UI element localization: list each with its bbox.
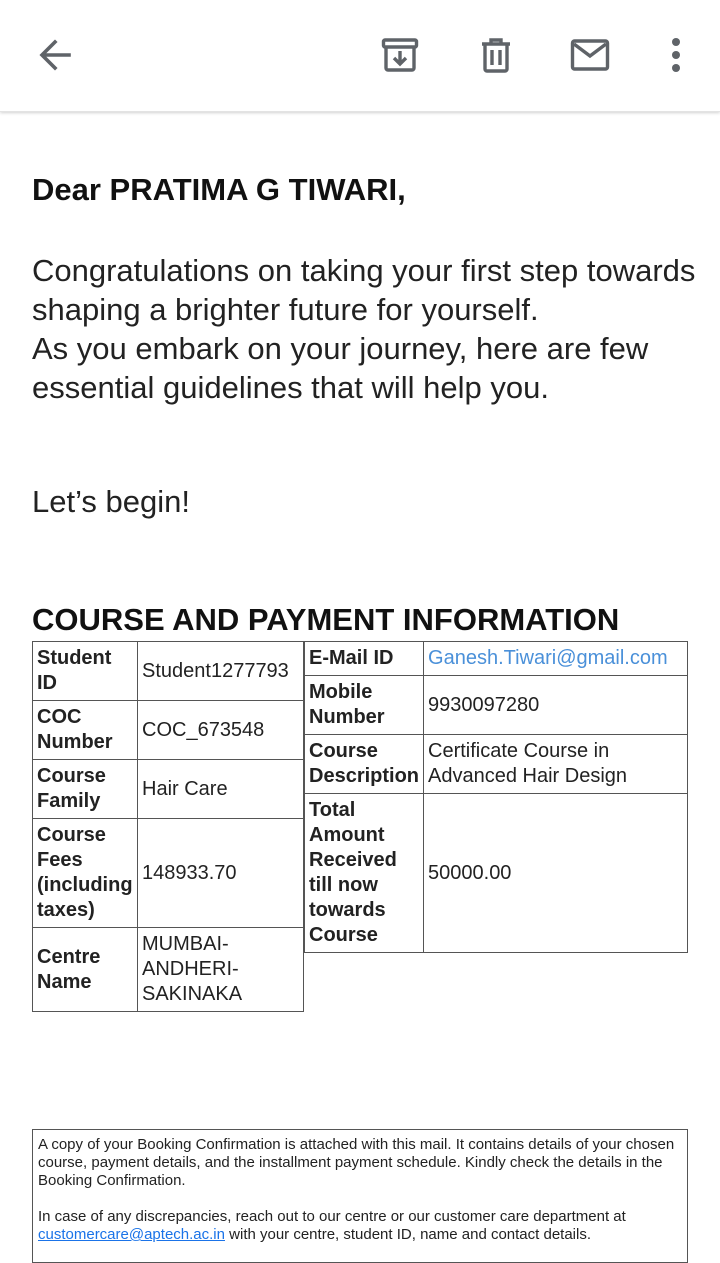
mobile-number-label: Mobile Number: [305, 676, 424, 735]
course-description-value: Certificate Course in Advanced Hair Design: [424, 735, 688, 794]
table-row: [33, 701, 304, 760]
course-description-label: Course Description: [305, 735, 424, 794]
notice-discrepancy-text: [38, 1208, 682, 1244]
envelope-icon[interactable]: [570, 35, 610, 75]
course-info-table-left: [32, 641, 304, 1012]
lets-begin-text: Let’s begin!: [32, 484, 190, 519]
arrow-left-icon[interactable]: [35, 35, 75, 75]
table-row: [305, 642, 688, 676]
total-amount-label: Total Amount Received till now towards Course: [305, 794, 424, 953]
greeting: Dear PRATIMA G TIWARI,: [32, 172, 406, 207]
course-family-label: Course Family: [33, 760, 138, 819]
trash-icon[interactable]: [476, 35, 516, 75]
top-app-bar: [0, 0, 720, 112]
intro-congratulations: Congratulations on taking your first step towards shaping a brighter future for yourself.: [32, 253, 696, 327]
student-id-label: Student ID: [33, 642, 138, 701]
email-id-link[interactable]: Ganesh.Tiwari@gmail.com: [424, 642, 688, 676]
coc-number-value: COC_673548: [138, 701, 304, 760]
intro-guidelines: As you embark on your journey, here are few essential guidelines that will help you.: [32, 331, 649, 405]
table-row: [305, 794, 688, 953]
table-row: [33, 642, 304, 701]
course-fees-value: 148933.70: [138, 819, 304, 928]
notice-discrepancy-pre: In case of any discrepancies, reach out to our centre or our customer care department at: [38, 1208, 626, 1225]
notice-attachment-text: A copy of your Booking Confirmation is attached with this mail. It contains details of your chosen course, payment details, and the installment payment schedule. Kindly check the details in the Booking Confirmation.: [38, 1136, 675, 1189]
course-fees-label: Course Fees (including taxes): [33, 819, 138, 928]
table-row: [33, 928, 304, 1012]
total-amount-value: 50000.00: [424, 794, 688, 953]
booking-confirmation-notice: [32, 1129, 688, 1263]
table-row: [33, 760, 304, 819]
course-family-value: Hair Care: [138, 760, 304, 819]
table-row: [305, 676, 688, 735]
course-info-table-right: [304, 641, 688, 953]
student-id-value: Student1277793: [138, 642, 304, 701]
customer-care-email-link[interactable]: customercare@aptech.ac.in: [38, 1226, 225, 1243]
section-title: COURSE AND PAYMENT INFORMATION: [32, 602, 620, 637]
intro-text: [32, 251, 702, 407]
coc-number-label: COC Number: [33, 701, 138, 760]
mobile-number-value: 9930097280: [424, 676, 688, 735]
email-id-label: E-Mail ID: [305, 642, 424, 676]
vertical-dots-icon[interactable]: [656, 35, 696, 75]
archive-download-icon[interactable]: [380, 35, 420, 75]
centre-name-value: MUMBAI-ANDHERI-SAKINAKA: [138, 928, 304, 1012]
centre-name-label: Centre Name: [33, 928, 138, 1012]
notice-discrepancy-post: with your centre, student ID, name and contact details.: [224, 1226, 592, 1243]
table-row: [33, 819, 304, 928]
table-row: [305, 735, 688, 794]
